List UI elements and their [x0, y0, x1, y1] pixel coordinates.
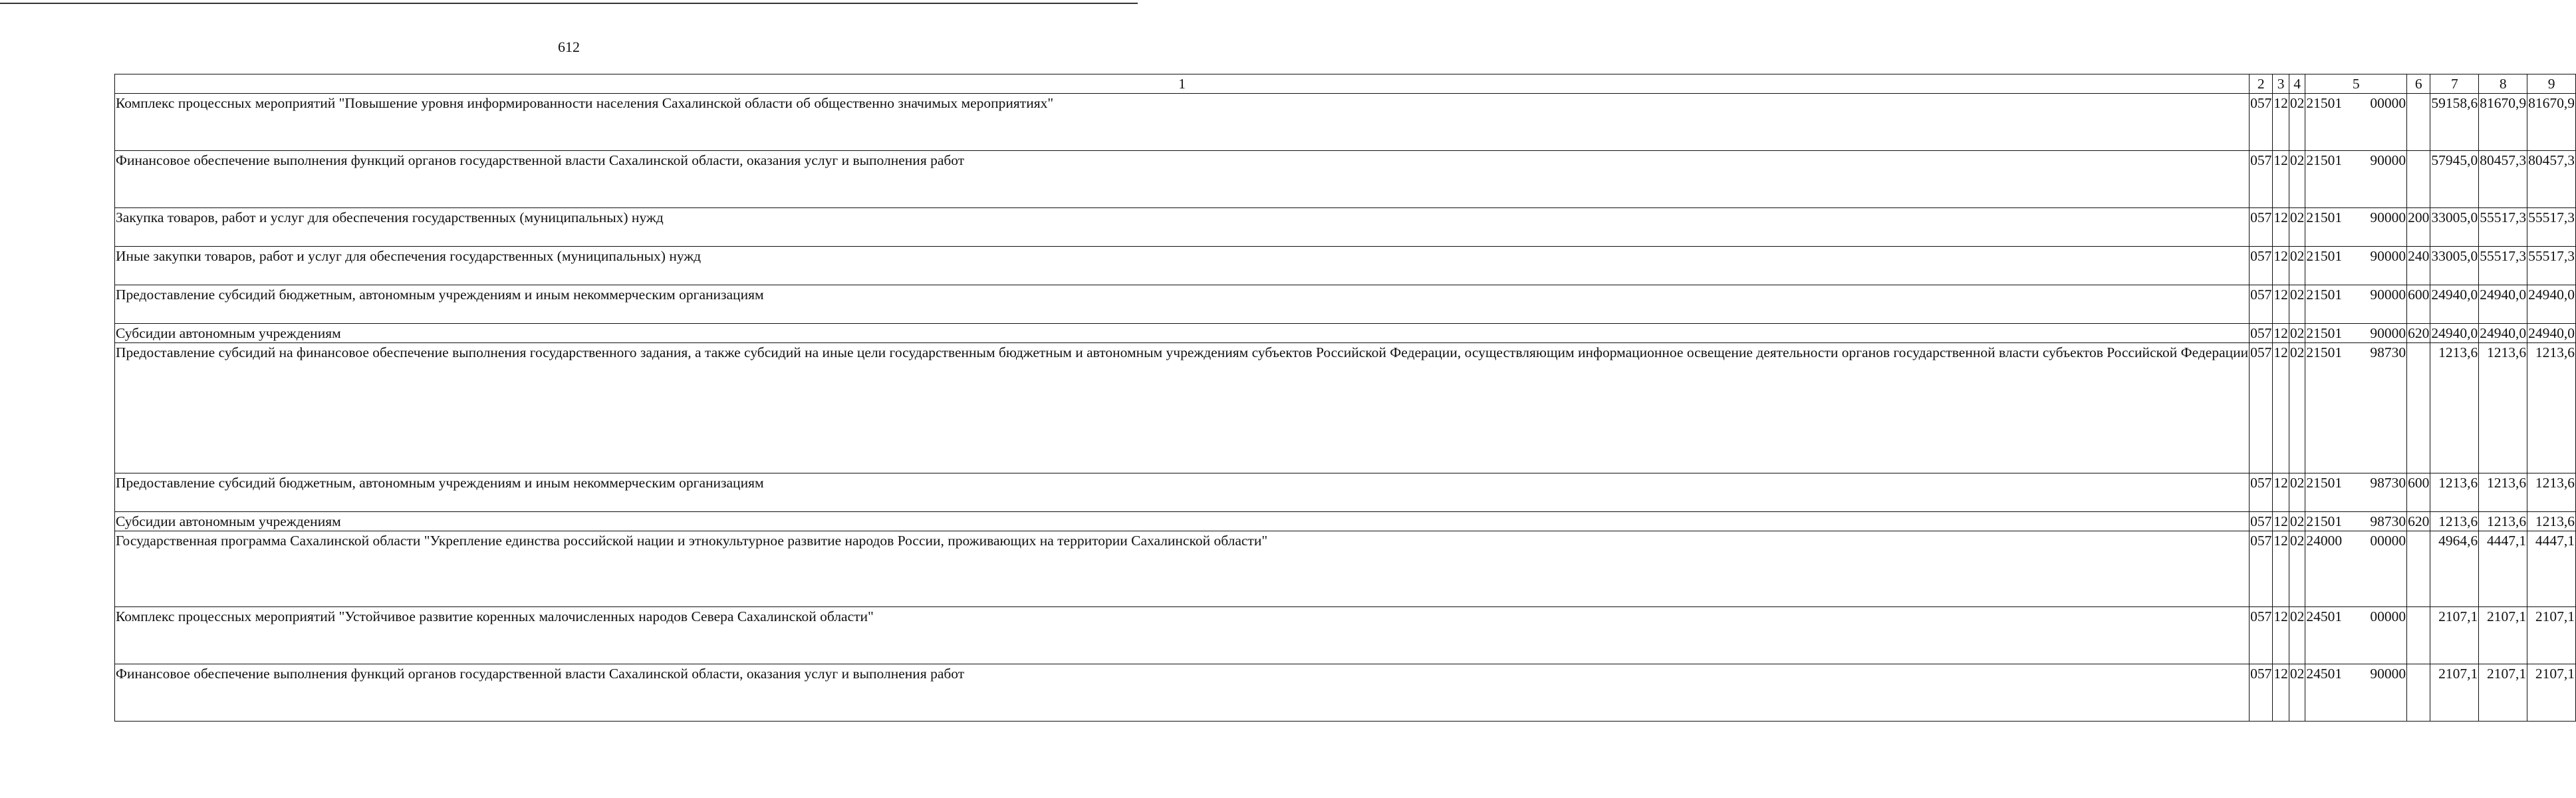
code-target-article: [2305, 473, 2407, 512]
code-ministry: 057: [2250, 531, 2273, 607]
code-expense-type: 200: [2407, 208, 2430, 247]
code-program: 21501: [2306, 95, 2343, 111]
table-row: [115, 285, 2576, 324]
page-number: 612: [558, 39, 580, 55]
column-header: 4: [2289, 74, 2305, 94]
amount-col8: 80457,3: [2479, 151, 2527, 208]
code-program: 21501: [2306, 248, 2343, 264]
amount-col8: 24940,0: [2479, 285, 2527, 324]
code-subsection: 02: [2289, 285, 2305, 324]
amount-col7: 33005,0: [2430, 247, 2479, 285]
code-target-article: [2305, 343, 2407, 473]
code-section: 12: [2273, 94, 2289, 151]
amount-col9: 2107,1: [2527, 607, 2576, 664]
table-row: [115, 324, 2576, 343]
code-program: 21501: [2306, 325, 2343, 341]
code-section: 12: [2273, 151, 2289, 208]
code-subsection: 02: [2289, 664, 2305, 722]
code-direction: 90000: [2370, 666, 2406, 682]
code-section: 12: [2273, 664, 2289, 722]
code-section: 12: [2273, 324, 2289, 343]
code-ministry: 057: [2250, 473, 2273, 512]
row-description: Иные закупки товаров, работ и услуг для обеспечения государственных (муниципальных) нужд: [115, 247, 2250, 285]
code-ministry: 057: [2250, 512, 2273, 531]
scan-top-border: [0, 3, 1138, 4]
row-description: Субсидии автономным учреждениям: [115, 512, 2250, 531]
code-expense-type: 600: [2407, 473, 2430, 512]
code-expense-type: [2407, 531, 2430, 607]
code-expense-type: 600: [2407, 285, 2430, 324]
code-target-article: [2305, 151, 2407, 208]
code-subsection: 02: [2289, 512, 2305, 531]
amount-col8: 55517,3: [2479, 247, 2527, 285]
code-direction: 00000: [2370, 608, 2406, 624]
code-program: 24501: [2306, 608, 2343, 624]
code-target-article: [2305, 531, 2407, 607]
column-header: 8: [2479, 74, 2527, 94]
row-description: Финансовое обеспечение выполнения функций органов государственной власти Сахалинской области, оказания услуг и выполнения работ: [115, 664, 2250, 722]
code-subsection: 02: [2289, 247, 2305, 285]
code-expense-type: 240: [2407, 247, 2430, 285]
code-target-article: [2305, 247, 2407, 285]
column-header: 5: [2305, 74, 2407, 94]
row-description: Комплекс процессных мероприятий "Устойчивое развитие коренных малочисленных народов Севера Сахалинской области": [115, 607, 2250, 664]
code-program: 21501: [2306, 513, 2343, 529]
code-program: 21501: [2306, 344, 2343, 360]
amount-col7: 1213,6: [2430, 343, 2479, 473]
code-ministry: 057: [2250, 151, 2273, 208]
code-section: 12: [2273, 473, 2289, 512]
amount-col8: 2107,1: [2479, 664, 2527, 722]
amount-col7: 1213,6: [2430, 473, 2479, 512]
amount-col7: 57945,0: [2430, 151, 2479, 208]
code-section: 12: [2273, 531, 2289, 607]
amount-col9: 1213,6: [2527, 512, 2576, 531]
amount-col8: 1213,6: [2479, 343, 2527, 473]
code-section: 12: [2273, 343, 2289, 473]
code-expense-type: 620: [2407, 324, 2430, 343]
code-subsection: 02: [2289, 94, 2305, 151]
code-direction: 98730: [2370, 475, 2406, 491]
column-header: 6: [2407, 74, 2430, 94]
row-description: Предоставление субсидий бюджетным, автономным учреждениям и иным некоммерческим организациям: [115, 285, 2250, 324]
code-section: 12: [2273, 285, 2289, 324]
code-target-article: [2305, 664, 2407, 722]
budget-table: [114, 74, 2576, 722]
amount-col7: 59158,6: [2430, 94, 2479, 151]
code-expense-type: [2407, 343, 2430, 473]
code-subsection: 02: [2289, 607, 2305, 664]
amount-col7: 1213,6: [2430, 512, 2479, 531]
code-program: 21501: [2306, 209, 2343, 225]
row-description: Предоставление субсидий бюджетным, автономным учреждениям и иным некоммерческим организациям: [115, 473, 2250, 512]
amount-col9: 1213,6: [2527, 473, 2576, 512]
amount-col9: 55517,3: [2527, 247, 2576, 285]
code-target-article: [2305, 208, 2407, 247]
code-program: 24501: [2306, 666, 2343, 682]
amount-col7: 2107,1: [2430, 664, 2479, 722]
table-row: [115, 94, 2576, 151]
code-ministry: 057: [2250, 324, 2273, 343]
amount-col8: 4447,1: [2479, 531, 2527, 607]
code-subsection: 02: [2289, 343, 2305, 473]
code-section: 12: [2273, 607, 2289, 664]
row-description: Комплекс процессных мероприятий "Повышение уровня информированности населения Сахалинской области об общественно значимых мероприятиях": [115, 94, 2250, 151]
row-description: Государственная программа Сахалинской области "Укрепление единства российской нации и этнокультурное развитие народов России, проживающих на территории Сахалинской области": [115, 531, 2250, 607]
table-row: [115, 512, 2576, 531]
code-program: 21501: [2306, 475, 2343, 491]
code-target-article: [2305, 324, 2407, 343]
code-direction: 00000: [2370, 533, 2406, 549]
amount-col8: 55517,3: [2479, 208, 2527, 247]
table-row: [115, 607, 2576, 664]
code-direction: 90000: [2370, 152, 2406, 168]
row-description: Финансовое обеспечение выполнения функций органов государственной власти Сахалинской области, оказания услуг и выполнения работ: [115, 151, 2250, 208]
column-header: 1: [115, 74, 2250, 94]
code-subsection: 02: [2289, 151, 2305, 208]
code-target-article: [2305, 285, 2407, 324]
code-program: 21501: [2306, 287, 2343, 303]
code-target-article: [2305, 512, 2407, 531]
code-direction: 90000: [2370, 287, 2406, 303]
column-header: 9: [2527, 74, 2576, 94]
table-row: [115, 664, 2576, 722]
code-expense-type: 620: [2407, 512, 2430, 531]
code-ministry: 057: [2250, 664, 2273, 722]
amount-col7: 4964,6: [2430, 531, 2479, 607]
code-direction: 98730: [2370, 513, 2406, 529]
code-expense-type: [2407, 664, 2430, 722]
code-expense-type: [2407, 607, 2430, 664]
code-ministry: 057: [2250, 343, 2273, 473]
amount-col9: 80457,3: [2527, 151, 2576, 208]
code-subsection: 02: [2289, 324, 2305, 343]
amount-col9: 4447,1: [2527, 531, 2576, 607]
code-section: 12: [2273, 512, 2289, 531]
code-direction: 00000: [2370, 95, 2406, 111]
table-row: [115, 531, 2576, 607]
amount-col8: 1213,6: [2479, 512, 2527, 531]
row-description: Предоставление субсидий на финансовое обеспечение выполнения государственного задания, а также субсидий на иные цели государственным бюджетным и автономным учреждениям субъектов Российской Федерации, осуществляющим информационное освещение деятельности органов государственной власти субъектов Российской Федерации: [115, 343, 2250, 473]
amount-col9: 2107,1: [2527, 664, 2576, 722]
table-row: [115, 343, 2576, 473]
amount-col9: 55517,3: [2527, 208, 2576, 247]
column-header: 2: [2250, 74, 2273, 94]
table-header-row: [115, 74, 2576, 94]
amount-col7: 2107,1: [2430, 607, 2479, 664]
code-direction: 98730: [2370, 344, 2406, 360]
table-row: [115, 208, 2576, 247]
code-subsection: 02: [2289, 208, 2305, 247]
code-direction: 90000: [2370, 248, 2406, 264]
code-subsection: 02: [2289, 531, 2305, 607]
amount-col8: 1213,6: [2479, 473, 2527, 512]
row-description: Закупка товаров, работ и услуг для обеспечения государственных (муниципальных) нужд: [115, 208, 2250, 247]
code-section: 12: [2273, 247, 2289, 285]
table-row: [115, 151, 2576, 208]
amount-col7: 33005,0: [2430, 208, 2479, 247]
amount-col8: 24940,0: [2479, 324, 2527, 343]
table-row: [115, 473, 2576, 512]
amount-col9: 24940,0: [2527, 324, 2576, 343]
code-ministry: 057: [2250, 607, 2273, 664]
amount-col8: 2107,1: [2479, 607, 2527, 664]
code-direction: 90000: [2370, 325, 2406, 341]
code-expense-type: [2407, 94, 2430, 151]
code-ministry: 057: [2250, 208, 2273, 247]
amount-col9: 1213,6: [2527, 343, 2576, 473]
amount-col7: 24940,0: [2430, 285, 2479, 324]
code-program: 24000: [2306, 533, 2343, 549]
code-ministry: 057: [2250, 94, 2273, 151]
table-row: [115, 247, 2576, 285]
amount-col7: 24940,0: [2430, 324, 2479, 343]
code-target-article: [2305, 94, 2407, 151]
code-ministry: 057: [2250, 247, 2273, 285]
code-target-article: [2305, 607, 2407, 664]
amount-col8: 81670,9: [2479, 94, 2527, 151]
amount-col9: 24940,0: [2527, 285, 2576, 324]
row-description: Субсидии автономным учреждениям: [115, 324, 2250, 343]
code-expense-type: [2407, 151, 2430, 208]
code-subsection: 02: [2289, 473, 2305, 512]
column-header: 7: [2430, 74, 2479, 94]
code-direction: 90000: [2370, 209, 2406, 225]
code-section: 12: [2273, 208, 2289, 247]
code-ministry: 057: [2250, 285, 2273, 324]
column-header: 3: [2273, 74, 2289, 94]
amount-col9: 81670,9: [2527, 94, 2576, 151]
code-program: 21501: [2306, 152, 2343, 168]
